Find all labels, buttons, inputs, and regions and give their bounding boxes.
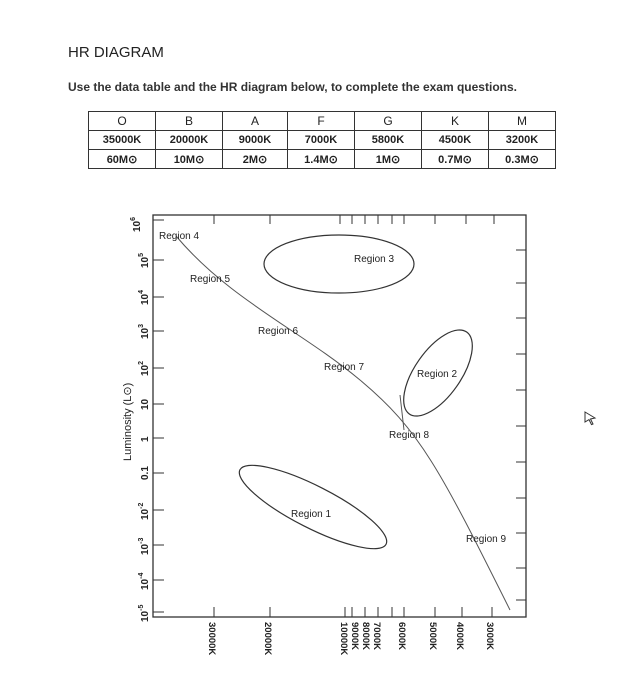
region-3-label: Region 3 xyxy=(354,254,395,265)
y-tick-label: $10^{-3}$ xyxy=(138,537,151,555)
table-cell: 3200K xyxy=(489,131,556,150)
region-7-label: Region 7 xyxy=(324,362,365,373)
region-5-label: Region 5 xyxy=(190,274,231,285)
table-cell: 4500K xyxy=(422,131,489,150)
y-tick-label: $10^{-4}$ xyxy=(138,572,151,590)
x-tick-label: 3000K xyxy=(484,622,495,650)
x-tick-label: 5000K xyxy=(427,622,438,650)
table-cell: 10M⊙ xyxy=(156,150,223,169)
table-cell: O xyxy=(89,112,156,131)
region-2-label: Region 2 xyxy=(417,369,458,380)
y-tick-label: $10^{-5}$ xyxy=(138,604,151,622)
y-tick-label: $10^4$ xyxy=(138,289,151,305)
table-cell: M xyxy=(489,112,556,131)
table-cell: 5800K xyxy=(355,131,422,150)
y-axis-title: Luminosity (L⊙) xyxy=(122,382,134,461)
y-tick-label: $10^2$ xyxy=(138,360,151,376)
region-1-oval xyxy=(230,451,395,563)
y-tick-label: $10^3$ xyxy=(138,323,151,339)
region-6-label: Region 6 xyxy=(258,326,299,337)
table-cell: 35000K xyxy=(89,131,156,150)
table-cell: 0.7M⊙ xyxy=(422,150,489,169)
x-tick-label: 20000K xyxy=(262,622,273,656)
top-tick-marks xyxy=(214,215,494,224)
table-cell: 9000K xyxy=(223,131,288,150)
x-tick-marks xyxy=(214,607,492,617)
x-tick-label: 30000K xyxy=(206,622,217,656)
x-tick-label: 7000K xyxy=(371,622,382,650)
page-title: HR DIAGRAM xyxy=(68,44,164,61)
region-1-label: Region 1 xyxy=(291,509,332,520)
x-tick-label: 10000K xyxy=(338,622,349,656)
table-cell: G xyxy=(355,112,422,131)
table-cell: 7000K xyxy=(288,131,355,150)
y-tick-label: $10^{-2}$ xyxy=(138,502,151,520)
table-cell: 20000K xyxy=(156,131,223,150)
y-tick-label: 1 xyxy=(140,436,151,442)
table-cell: 60M⊙ xyxy=(89,150,156,169)
x-tick-label: 9000K xyxy=(349,622,360,650)
mouse-pointer-icon xyxy=(582,410,598,426)
x-tick-label: 4000K xyxy=(454,622,465,650)
table-cell: A xyxy=(223,112,288,131)
y-tick-label: 10 xyxy=(140,398,151,410)
x-tick-label: 6000K xyxy=(396,622,407,650)
y-tick-label: $10^6$ xyxy=(130,216,143,232)
region-9-label: Region 9 xyxy=(466,534,507,545)
table-cell: B xyxy=(156,112,223,131)
x-tick-label: 8000K xyxy=(360,622,371,650)
region-4-label: Region 4 xyxy=(159,231,200,242)
instructions: Use the data table and the HR diagram below, to complete the exam questions. xyxy=(68,80,517,94)
table-cell: 1.4M⊙ xyxy=(288,150,355,169)
y-tick-marks xyxy=(153,220,164,612)
right-tick-marks xyxy=(516,250,526,600)
table-cell: 1M⊙ xyxy=(355,150,422,169)
y-tick-label: $10^5$ xyxy=(138,252,151,268)
y-tick-label: 0.1 xyxy=(140,466,151,480)
table-cell: F xyxy=(288,112,355,131)
x-tick-labels xyxy=(206,622,495,655)
region-8-label: Region 8 xyxy=(389,430,430,441)
table-cell: 2M⊙ xyxy=(223,150,288,169)
table-cell: K xyxy=(422,112,489,131)
table-cell: 0.3M⊙ xyxy=(489,150,556,169)
main-sequence-line xyxy=(176,236,510,610)
